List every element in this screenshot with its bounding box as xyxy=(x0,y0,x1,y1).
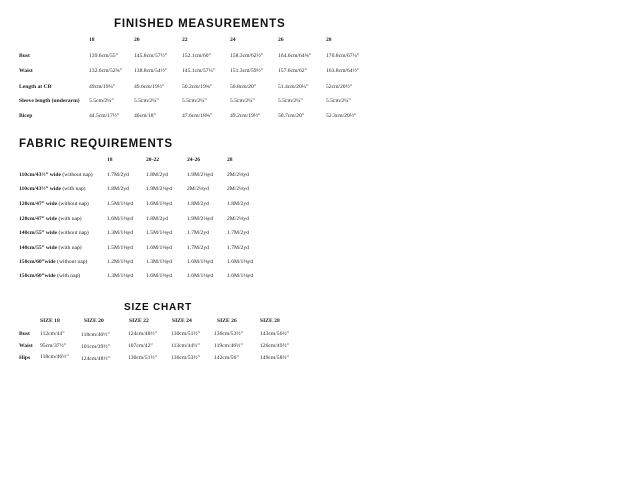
table-cell: 145.1cm/57¼” xyxy=(182,68,216,74)
size-header: SIZE 20 xyxy=(84,318,104,324)
fabric-width-label: 150cm/60”wide (without nap) xyxy=(19,259,88,265)
table-cell: 138.8cm/54½” xyxy=(134,68,168,74)
table-cell: 52cm/20½” xyxy=(326,84,353,90)
table-cell: 145.8cm/57½” xyxy=(134,53,168,59)
table-cell: 1.9M/2⅛yd xyxy=(187,172,214,178)
table-cell: 118cm/46½” xyxy=(81,332,110,338)
table-cell: 107cm/42” xyxy=(128,343,153,349)
table-cell: 136cm/53½” xyxy=(214,331,244,337)
table-cell: 51.4cm/20¼” xyxy=(278,84,309,90)
table-cell: 142cm/56” xyxy=(214,355,239,361)
table-cell: 1.5M/1⅜yd xyxy=(107,201,134,207)
fabric-requirements-title: FABRIC REQUIREMENTS xyxy=(19,138,173,150)
table-cell: 2M/2⅛yd xyxy=(227,216,249,222)
size-header: 24 xyxy=(230,37,236,43)
table-cell: 119cm/46½” xyxy=(214,343,243,349)
fabric-width-label: 110cm/43½” wide (with nap) xyxy=(19,186,86,192)
table-cell: 49.2cm/19½” xyxy=(230,113,261,119)
row-label: Bicep xyxy=(19,113,33,119)
row-label: Length at CB xyxy=(19,84,52,90)
table-cell: 50.8cm/20” xyxy=(230,84,257,90)
size-header: 18 xyxy=(89,37,95,43)
table-cell: 1.3M/1⅜yd xyxy=(107,230,134,236)
table-cell: 132.6cm/52¾” xyxy=(89,68,123,74)
table-cell: 50.2cm/19¾” xyxy=(182,84,213,90)
table-cell: 126cm/49½” xyxy=(260,343,290,349)
table-cell: 5.5cm/2¼” xyxy=(326,98,351,104)
table-cell: 139.6cm/55” xyxy=(89,53,119,59)
table-cell: 1.6M/1⅜yd xyxy=(227,273,254,279)
table-cell: 1.6M/1⅜yd xyxy=(146,245,173,251)
table-cell: 118cm/46½” xyxy=(40,354,69,360)
fabric-width-label: 140cm/55” wide (without nap) xyxy=(19,230,89,236)
table-cell: 1.6M/1⅜yd xyxy=(146,201,173,207)
table-cell: 44.5cm/17½” xyxy=(89,113,120,119)
size-header: 22 xyxy=(182,37,188,43)
table-cell: 95cm/37½” xyxy=(40,343,67,349)
size-chart-title: SIZE CHART xyxy=(124,302,192,313)
table-cell: 130cm/51½” xyxy=(128,355,158,361)
table-cell: 1.8M/2yd xyxy=(187,201,209,207)
table-cell: 5.5cm/2¼” xyxy=(230,98,255,104)
table-cell: 5.5cm/2¼” xyxy=(278,98,303,104)
table-cell: 2M/2⅛yd xyxy=(227,186,249,192)
table-cell: 2M/2⅛yd xyxy=(227,172,249,178)
size-header: SIZE 18 xyxy=(40,318,60,324)
table-cell: 1.6M/1⅜yd xyxy=(187,273,214,279)
table-cell: 1.6M/1⅜yd xyxy=(187,259,214,265)
table-cell: 1.3M/1⅜yd xyxy=(107,273,134,279)
size-header: 28 xyxy=(227,157,233,163)
table-cell: 157.6cm/62” xyxy=(278,68,308,74)
table-cell: 124cm/48½” xyxy=(128,331,158,337)
table-cell: 124cm/48½” xyxy=(81,356,111,362)
table-cell: 1.7M/2yd xyxy=(227,230,249,236)
fabric-width-label: 110cm/43½” wide (without nap) xyxy=(19,172,93,178)
table-cell: 1.8M/2yd xyxy=(107,186,129,192)
fabric-width-label: 140cm/55” wide (with nap) xyxy=(19,245,82,251)
size-header: SIZE 22 xyxy=(129,318,149,324)
table-cell: 1.3M/1⅜yd xyxy=(146,259,173,265)
table-cell: 2M/2⅛yd xyxy=(187,186,209,192)
table-cell: 1.7M/2yd xyxy=(107,172,129,178)
table-cell: 112cm/44” xyxy=(40,331,65,337)
table-cell: 5.5cm/2¼” xyxy=(134,98,159,104)
table-cell: 163.8cm/64½” xyxy=(326,68,360,74)
table-cell: 1.9M/2⅛yd xyxy=(146,186,173,192)
table-cell: 1.5M/1⅜yd xyxy=(107,245,134,251)
table-cell: 130cm/51½” xyxy=(171,331,201,337)
table-cell: 49cm/19¼” xyxy=(89,84,116,90)
size-header: SIZE 26 xyxy=(217,318,237,324)
table-cell: 1.6M/1⅜yd xyxy=(146,273,173,279)
table-cell: 151.3cm/59½” xyxy=(230,68,264,74)
table-cell: 1.5M/1⅜yd xyxy=(146,230,173,236)
row-label: Sleeve length (underarm) xyxy=(19,98,80,104)
table-cell: 1.7M/2yd xyxy=(227,245,249,251)
table-cell: 1.8M/2yd xyxy=(227,201,249,207)
row-label: Waist xyxy=(19,68,33,74)
table-cell: 152.1cm/60” xyxy=(182,53,212,59)
fabric-width-label: 120cm/47” wide (with nap) xyxy=(19,216,82,222)
size-header: 20 xyxy=(134,37,140,43)
table-cell: 1.9M/2⅛yd xyxy=(187,216,214,222)
finished-measurements-title: FINISHED MEASUREMENTS xyxy=(114,18,286,30)
row-label: Bust xyxy=(19,331,30,337)
size-header: SIZE 28 xyxy=(260,318,280,324)
fabric-width-label: 120cm/47” wide (without nap) xyxy=(19,201,89,207)
size-header: 26 xyxy=(278,37,284,43)
table-cell: 1.6M/1⅜yd xyxy=(227,259,254,265)
table-cell: 113cm/44½” xyxy=(171,343,200,349)
table-cell: 52.3cm/20½” xyxy=(326,113,357,119)
table-cell: 101cm/39½” xyxy=(81,344,111,350)
table-cell: 1.8M/2yd xyxy=(146,172,168,178)
table-cell: 158.3cm/62½” xyxy=(230,53,264,59)
table-cell: 170.8cm/67¼” xyxy=(326,53,360,59)
table-cell: 47.6cm/18¾” xyxy=(182,113,213,119)
fabric-width-label: 150cm/60”wide (with nap) xyxy=(19,273,81,279)
size-header: 24-26 xyxy=(187,157,201,163)
table-cell: 1.7M/2yd xyxy=(187,230,209,236)
table-cell: 46cm/18” xyxy=(134,113,157,119)
size-header: 20-22 xyxy=(146,157,160,163)
table-cell: 1.6M/1⅜yd xyxy=(107,216,134,222)
row-label: Hips xyxy=(19,355,31,361)
size-header: 28 xyxy=(326,37,332,43)
row-label: Waist xyxy=(19,343,33,349)
table-cell: 5.5cm/2¼” xyxy=(182,98,207,104)
table-cell: 143cm/56½” xyxy=(260,331,290,337)
table-cell: 1.2M/1⅜yd xyxy=(107,259,134,265)
row-label: Bust xyxy=(19,53,30,59)
table-cell: 50.7cm/20” xyxy=(278,113,305,119)
table-cell: 136cm/53½” xyxy=(171,355,201,361)
size-header: SIZE 24 xyxy=(172,318,192,324)
table-cell: 1.7M/2yd xyxy=(187,245,209,251)
table-cell: 1.8M/2yd xyxy=(146,216,168,222)
table-cell: 49.6cm/19½” xyxy=(134,84,165,90)
table-cell: 149cm/58½” xyxy=(260,355,290,361)
size-header: 18 xyxy=(107,157,113,163)
table-cell: 164.6cm/64¾” xyxy=(278,53,312,59)
table-cell: 5.5cm/2¼” xyxy=(89,98,114,104)
